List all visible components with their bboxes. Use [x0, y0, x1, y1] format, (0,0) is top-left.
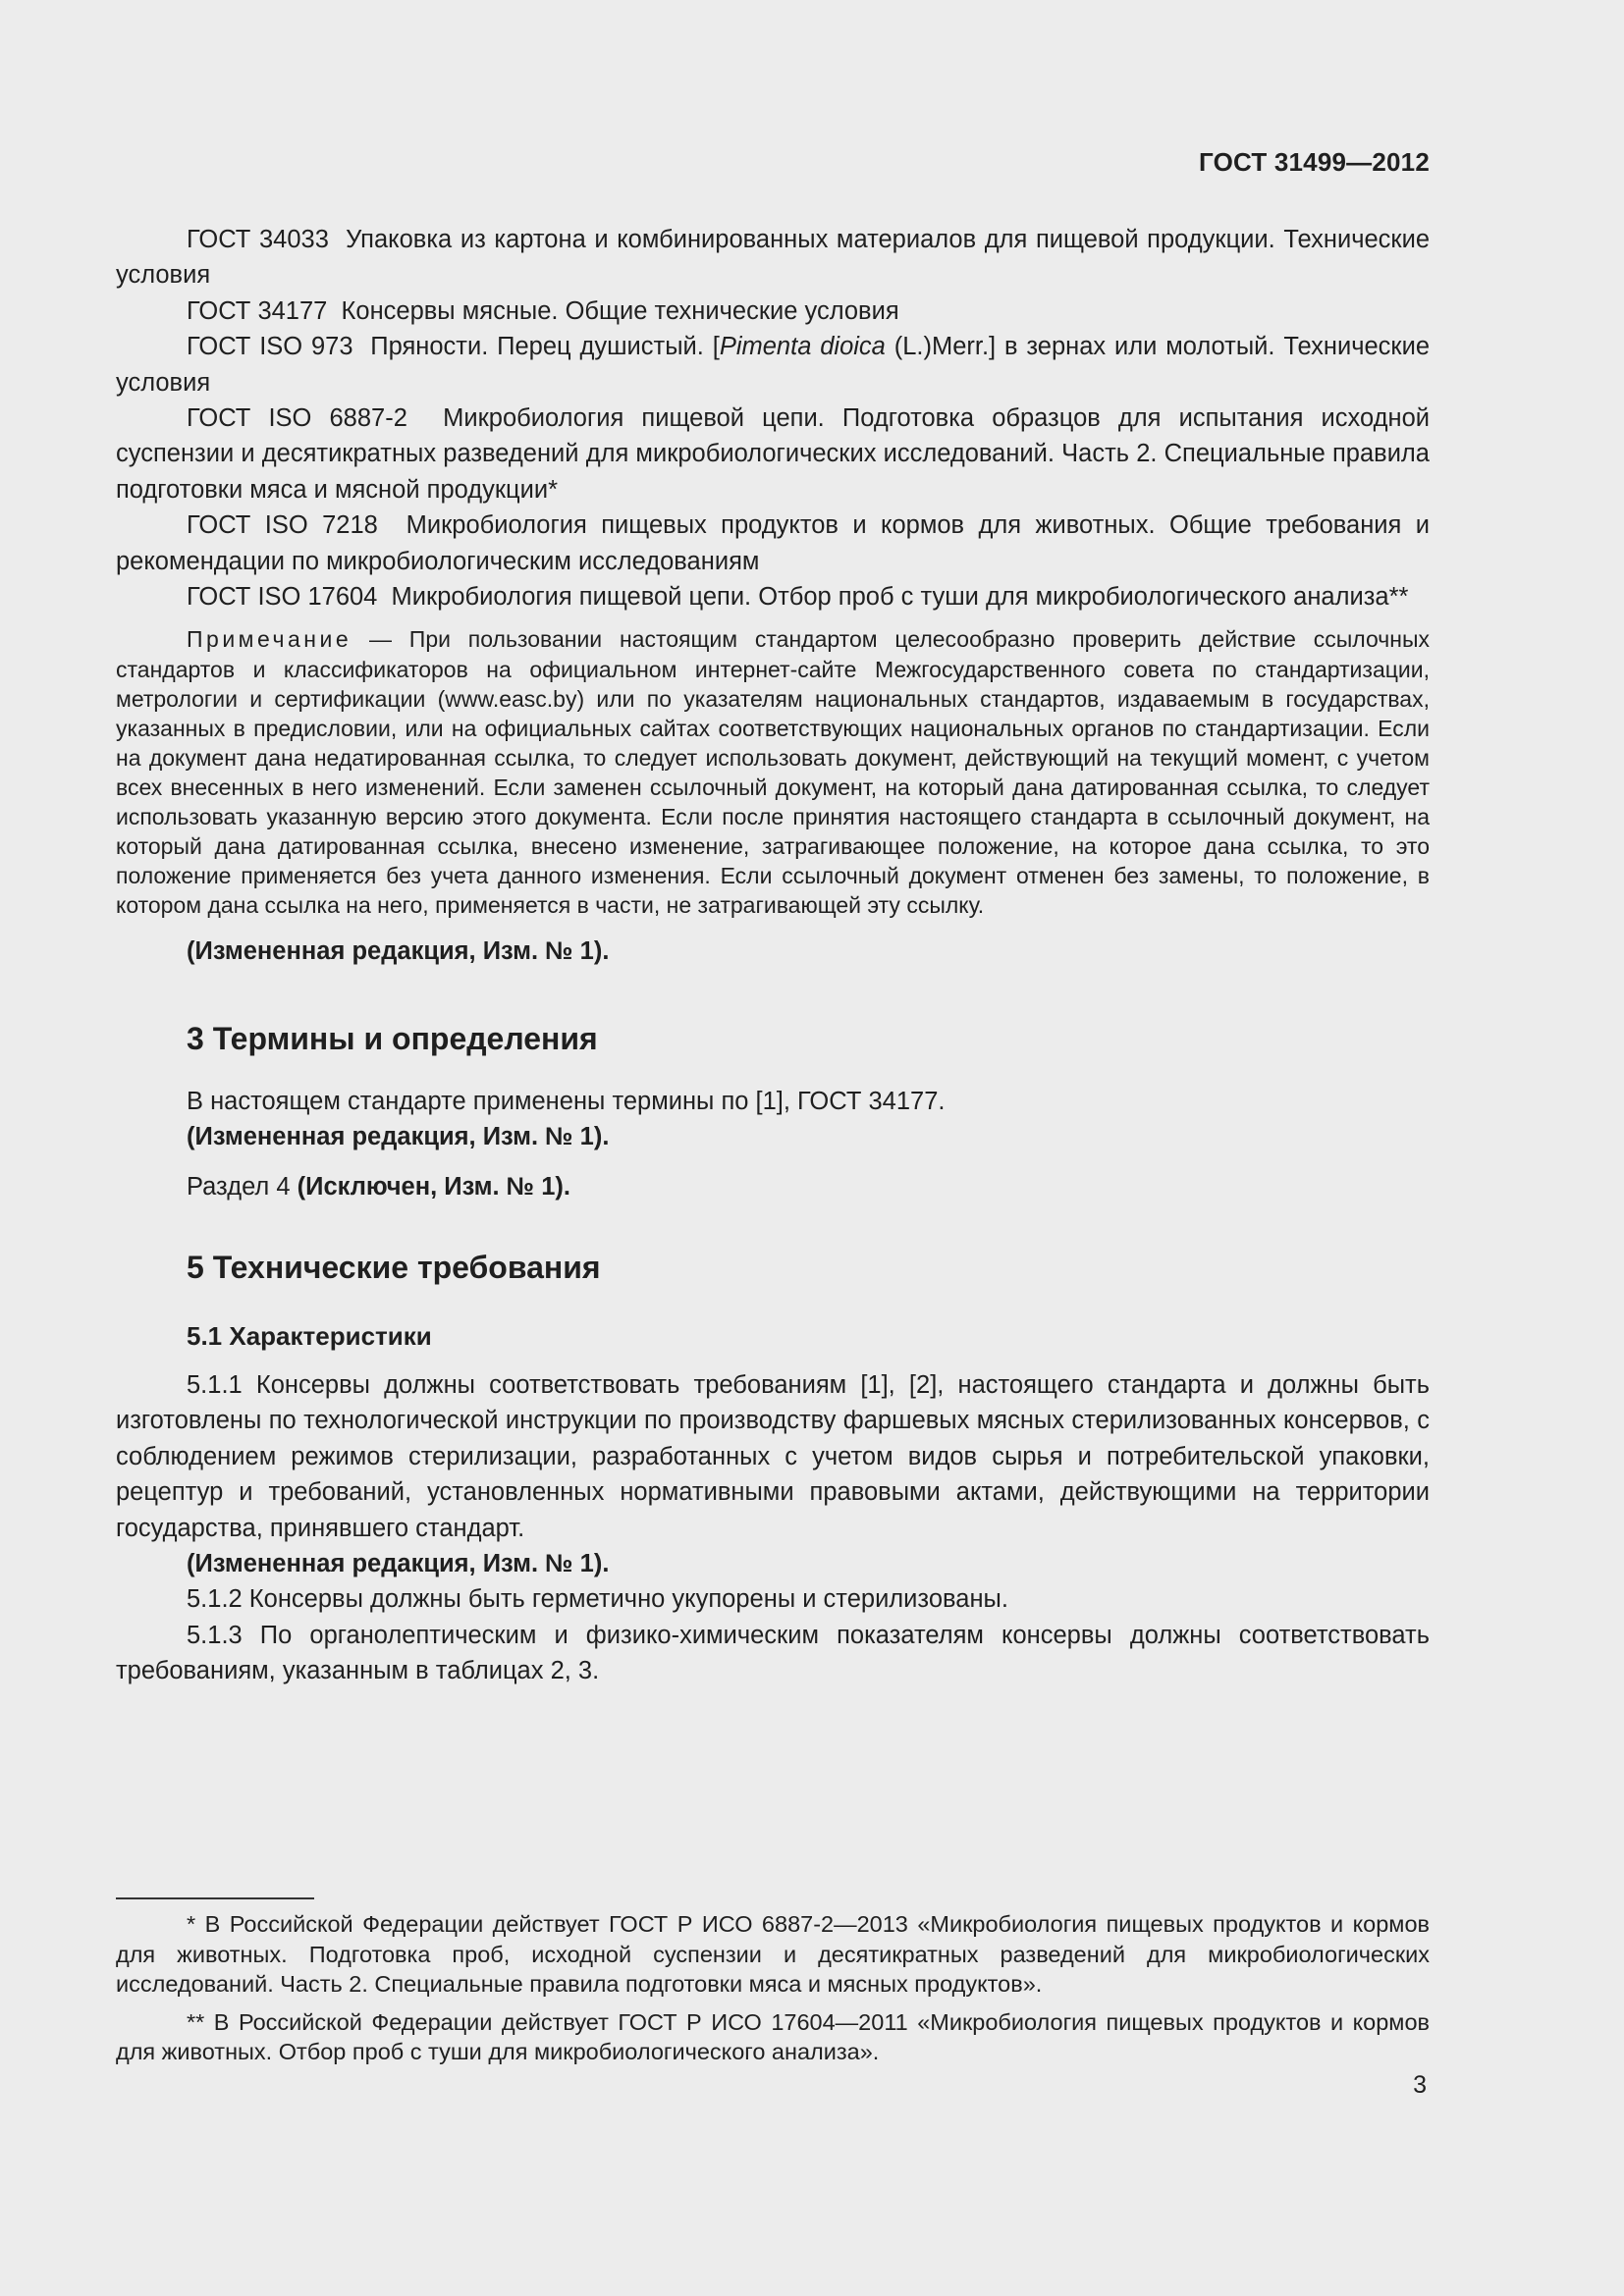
clause-5-1-1: 5.1.1 Консервы должны соответствовать требованиям [1], [2], настоящего стандарта и должны быть изготовлены по технологической инструкции по производству фаршевых мясных стерилизованных консервов, с соблюдением режимов стерилизации, разработанных с учетом видов сырья и потребительской упаковки, рецептур и требований, установленных нормативными правовыми актами, действующими на территории государства, принявшего стандарт. [116, 1371, 1430, 1542]
reference-item [116, 507, 1430, 579]
note-label: Примечание [187, 626, 352, 653]
footnote: * В Российской Федерации действует ГОСТ Р ИСО 6887-2—2013 «Микробиология пищевых продуктов и кормов для животных. Подготовка проб, исходной суспензии и десятикратных разведений для микробиологических исследований. Часть 2. Специальные правила подготовки мяса и мясных продуктов». [116, 1911, 1430, 1997]
reference-title: Микробиология пищевой цепи. Подготовка образцов для испытания исходной суспензии и десятикратных разведений для микробиологических исследований. Часть 2. Специальные правила подготовки мяса и мясной продукции* [116, 404, 1430, 504]
reference-italic: Pimenta dioica [719, 333, 886, 361]
page-header-doc-id: ГОСТ 31499—2012 [1199, 147, 1430, 177]
amendment-note: (Измененная редакция, Изм. № 1). [187, 937, 610, 966]
note-text: — При пользовании настоящим стандартом целесообразно проверить действие ссылочных стандартов и классификаторов на официальном интернет-сайте Межгосударственного совета по стандартизации, метрологии и сертификации (www.easc.by) или по указателям национальных стандартов, издаваемым в государствах, указанных в предисловии, или на официальных сайтах соответствующих национальных органов по стандартизации. Если на документ дана недатированная ссылка, то следует использовать документ, действующий на текущий момент, с учетом всех внесенных в него изменений. Если заменен ссылочный документ, на который дана датированная ссылка, то следует использовать указанную версию этого документа. Если после принятия настоящего стандарта в ссылочный документ, на который дана датированная ссылка, внесено изменение, затрагивающее положение, на которое дана ссылка, то это положение применяется без учета данного изменения. Если ссылочный документ отменен без замены, то положение, в котором дана ссылка на него, применяется в части, не затрагивающей эту ссылку. [116, 626, 1430, 919]
note-paragraph [116, 624, 1430, 920]
reference-code: ГОСТ ISO 17604 [187, 583, 378, 612]
reference-code: ГОСТ 34177 [187, 296, 328, 325]
section-3-title: 3 Термины и определения [187, 1020, 598, 1056]
reference-item [116, 579, 1430, 614]
section-4-text [116, 1169, 1430, 1204]
reference-title: Микробиология пищевых продуктов и кормов для животных. Общие требования и рекомендации по микробиологическим исследованиям [116, 511, 1431, 575]
reference-code: ГОСТ ISO 6887-2 [187, 404, 407, 433]
section-4-label: Раздел 4 [187, 1172, 298, 1201]
reference-code: ГОСТ ISO 973 [187, 333, 353, 361]
reference-code: ГОСТ 34033 [187, 226, 329, 253]
reference-item [116, 294, 1430, 329]
clause-5-1-2: 5.1.2 Консервы должны быть герметично укупорены и стерилизованы. [187, 1585, 1008, 1614]
page-content [116, 222, 1430, 1689]
reference-title: Консервы мясные. Общие технические условия [341, 296, 899, 325]
footnote-divider [116, 1897, 314, 1899]
reference-title: Упаковка из картона и комбинированных материалов для пищевой продукции. Технические условия [116, 226, 1431, 290]
reference-item [116, 329, 1430, 400]
subsection-5-1-title: 5.1 Характеристики [187, 1321, 432, 1352]
reference-item [116, 222, 1430, 294]
section-3-text: В настоящем стандарте применены термины по [1], ГОСТ 34177. [187, 1087, 946, 1115]
section-5-title: 5 Технические требования [187, 1250, 601, 1286]
reference-title-rest: (L.)Merr.] в зернах или молотый. Технические условия [116, 333, 1430, 397]
reference-title: Пряности. Перец душистый. [ [370, 333, 720, 361]
footnotes [116, 1909, 1430, 2075]
reference-title: Микробиология пищевой цепи. Отбор проб с туши для микробиологического анализа** [391, 583, 1409, 612]
reference-item [116, 400, 1430, 507]
amendment-note: (Измененная редакция, Изм. № 1). [187, 1123, 610, 1151]
clause-5-1-3: 5.1.3 По органолептическим и физико-химическим показателям консервы должны соответствовать требованиям, указанным в таблицах 2, 3. [116, 1621, 1430, 1685]
footnote: ** В Российской Федерации действует ГОСТ Р ИСО 17604—2011 «Микробиология пищевых продуктов и кормов для животных. Отбор проб с туши для микробиологического анализа». [116, 2008, 1430, 2064]
section-4-status: (Исключен, Изм. № 1). [297, 1172, 570, 1201]
amendment-note: (Измененная редакция, Изм. № 1). [187, 1550, 610, 1578]
page-number: 3 [1413, 2071, 1427, 2099]
reference-code: ГОСТ ISO 7218 [187, 511, 378, 540]
